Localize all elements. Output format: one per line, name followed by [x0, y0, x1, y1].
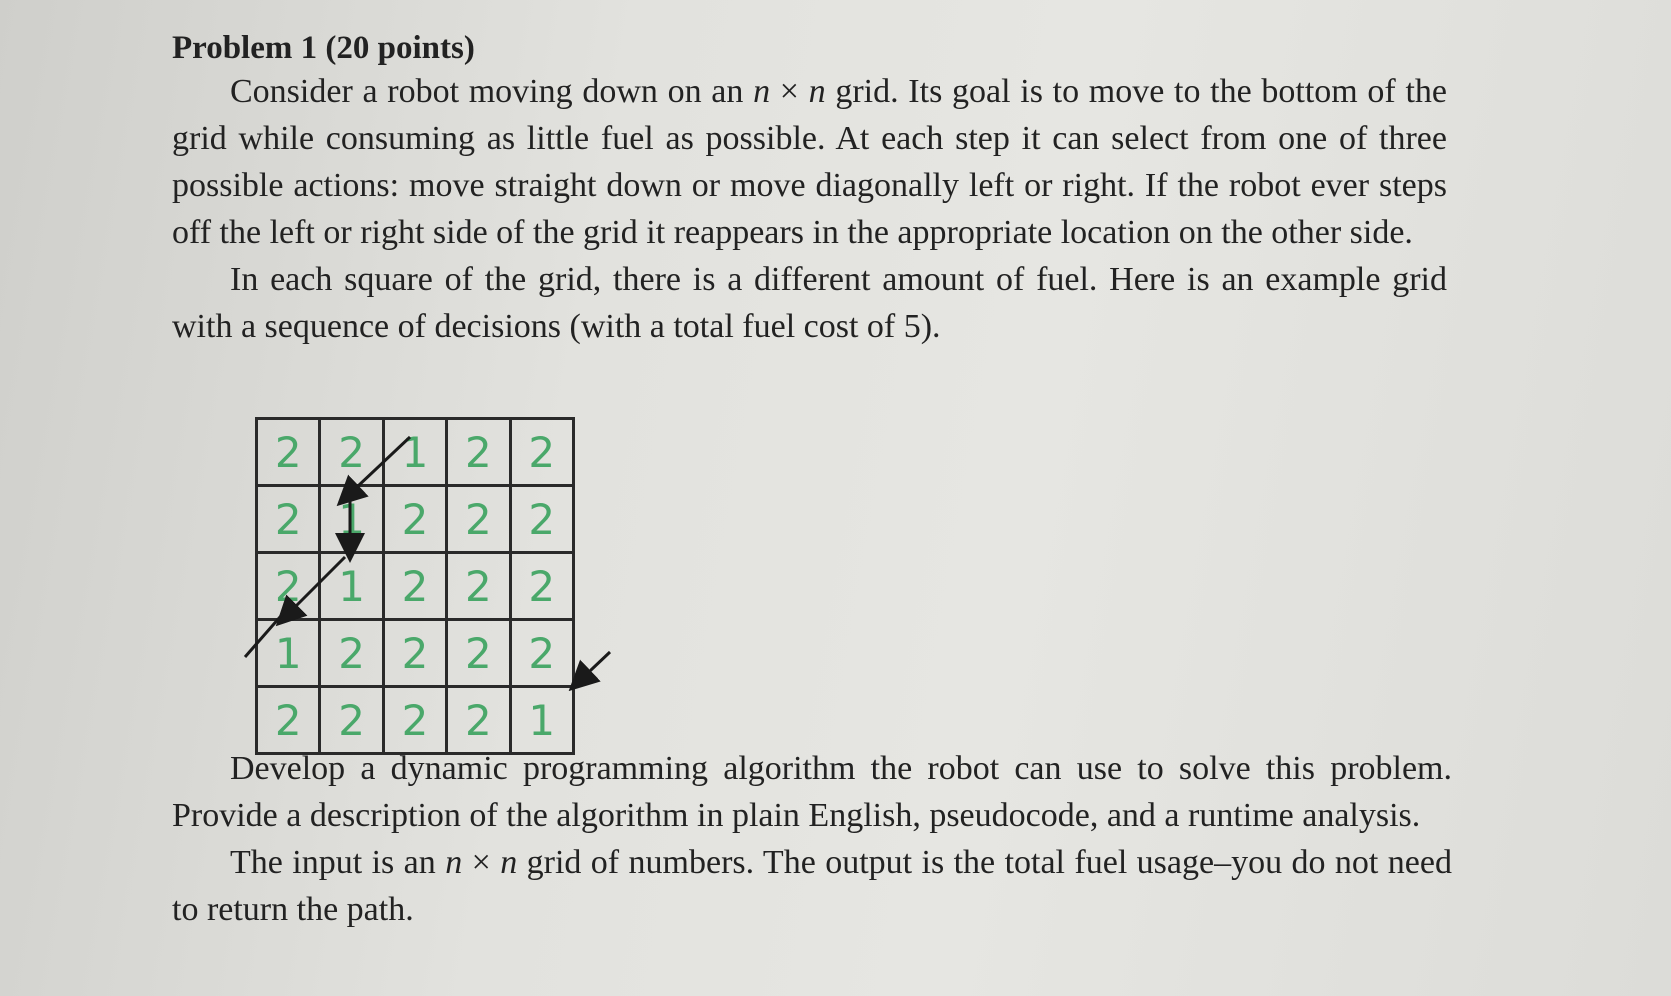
path-arrow	[245, 609, 287, 657]
grid-cell: 2	[447, 486, 510, 553]
path-arrow	[573, 652, 610, 687]
grid-cell: 2	[447, 687, 510, 754]
grid-cell: 2	[510, 486, 573, 553]
grid-cell: 2	[320, 419, 383, 486]
grid-cell: 1	[320, 486, 383, 553]
grid-cell: 2	[320, 620, 383, 687]
grid-cell: 2	[383, 553, 446, 620]
problem-tasks	[172, 745, 1452, 933]
grid-cell: 2	[257, 419, 320, 486]
path-arrow	[280, 557, 345, 622]
grid-cell: 2	[383, 620, 446, 687]
grid-cell: 2	[320, 687, 383, 754]
paragraph-example: In each square of the grid, there is a different amount of fuel. Here is an example grid with a sequence of decisions (with a total fuel cost of 5).	[172, 261, 1447, 345]
problem-heading	[172, 28, 1447, 68]
grid-cell: 2	[383, 486, 446, 553]
grid-cell: 2	[447, 419, 510, 486]
robot-path-arrows	[235, 407, 615, 747]
grid-cell: 2	[510, 553, 573, 620]
grid-cell: 2	[510, 620, 573, 687]
problem-title: Problem 1	[172, 30, 318, 66]
grid-cell: 2	[257, 687, 320, 754]
paragraph-io: The input is an n × n grid of numbers. The output is the total fuel usage–you do not need to return the path.	[172, 844, 1452, 928]
grid-cell: 2	[510, 419, 573, 486]
grid-cell: 1	[320, 553, 383, 620]
paragraph-task: Develop a dynamic programming algorithm the robot can use to solve this problem. Provide a description of the algorithm in plain English, pseudocode, and a runtime analysis.	[172, 750, 1452, 834]
grid-cell: 2	[383, 687, 446, 754]
paragraph-intro: Consider a robot moving down on an n × n grid. Its goal is to move to the bottom of the grid while consuming as little fuel as possible. At each step it can select from one of three possible actions: move straight down or move diagonally left or right. If the robot ever steps off the left or right side of the grid it reappears in the appropriate location on the other side.	[172, 73, 1447, 251]
grid-cell: 1	[383, 419, 446, 486]
problem-content	[172, 28, 1447, 350]
grid-cell: 2	[447, 620, 510, 687]
grid-cell: 2	[257, 553, 320, 620]
grid-cell: 1	[510, 687, 573, 754]
grid-cell: 2	[257, 486, 320, 553]
grid-cell: 2	[447, 553, 510, 620]
fuel-grid-figure	[255, 417, 575, 745]
problem-points: (20 points)	[325, 30, 475, 66]
grid-cell: 1	[257, 620, 320, 687]
